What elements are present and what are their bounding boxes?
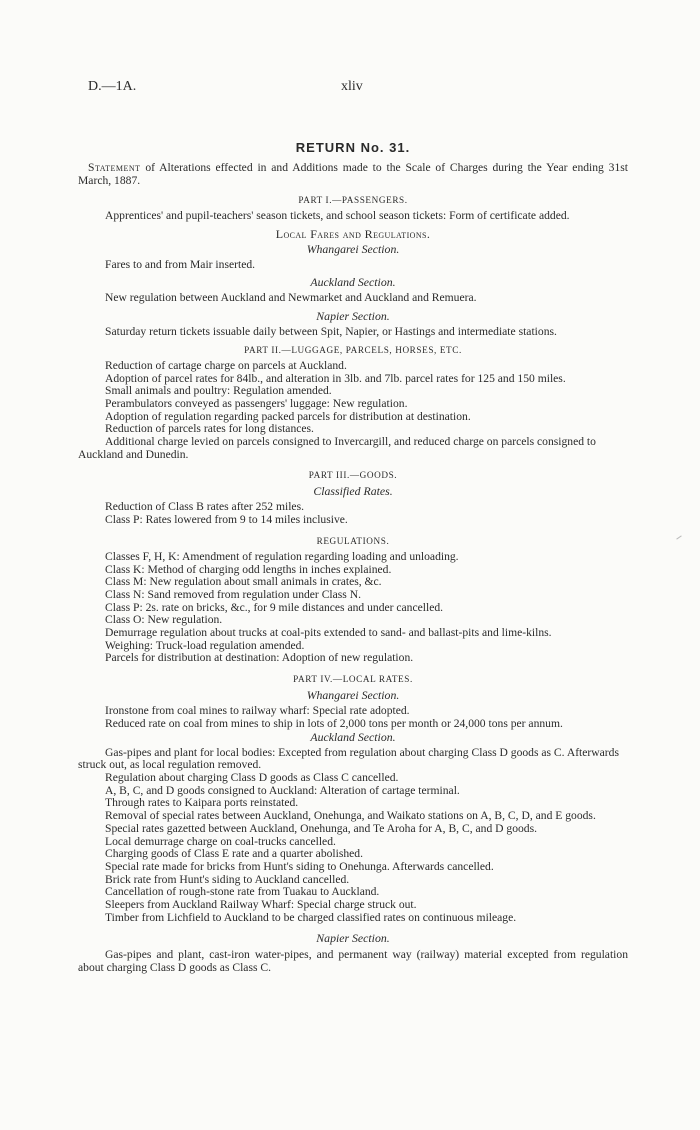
list-item: Gas-pipes and plant for local bodies: Excepted from regulation about charging Class D goods as C. Afterwards struck out, as local regulation removed. [78,745,619,772]
list-item: New regulation between Auckland and Newmarket and Auckland and Remuera. [105,291,477,305]
list-item: Class O: New regulation. [105,613,223,627]
list-item: Class K: Method of charging odd lengths in inches explained. [105,562,392,576]
section-heading-napier: Napier Section. [316,931,390,946]
page-number: xliv [341,79,363,94]
list-item: Fares to and from Mair inserted. [105,257,256,271]
list-item: Class M: New regulation about small animals in crates, &c. [105,575,382,589]
list-item: Weighing: Truck-load regulation amended. [105,638,305,652]
part-2-heading: PART II.—LUGGAGE, PARCELS, HORSES, ETC. [244,344,462,355]
list-item: Reduction of Class B rates after 252 miles. [105,500,304,514]
list-item: Gas-pipes and plant, cast-iron water-pipes, and permanent way (railway) material excepted from regulation about charging Class D goods as Class C. [78,948,628,975]
list-item: Adoption of parcel rates for 84lb., and alteration in 3lb. and 7lb. parcel rates for 125 and 150 miles. [105,371,566,385]
document-code: D.—1A. [88,79,137,94]
part-3-heading: PART III.—GOODS. [308,470,398,481]
list-item: Cancellation of rough-stone rate from Tuakau to Auckland. [105,885,380,899]
list-item: Regulation about charging Class D goods as Class C cancelled. [105,770,399,784]
list-item: Class P: 2s. rate on bricks, &c., for 9 mile distances and under cancelled. [105,600,444,614]
statement-text: of Alterations effected in and Additions made to the Scale of Charges during the Year ending 31st March, 1887. [78,161,628,187]
list-item: Reduction of cartage charge on parcels at Auckland. [105,358,347,372]
list-item: Small animals and poultry: Regulation amended. [105,384,332,398]
list-item: Classes F, H, K: Amendment of regulation regarding loading and unloading. [105,549,459,563]
section-heading-whangarei: Whangarei Section. [306,241,400,256]
part-4-heading: PART IV.—LOCAL RATES. [293,674,413,685]
list-item: Removal of special rates between Auckland, Onehunga, and Waikato stations on A, B, C, D, and E goods. [105,809,596,823]
list-item: Adoption of regulation regarding packed parcels for distribution at destination. [105,409,471,423]
list-item: Perambulators conveyed as passengers' luggage: New regulation. [105,396,408,410]
regulations-heading: REGULATIONS. [316,535,390,546]
list-item: Timber from Lichfield to Auckland to be charged classified rates on continuous mileage. [105,910,517,924]
list-item: Special rate made for bricks from Hunt's siding to Onehunga. Afterwards cancelled. [105,859,494,873]
local-fares-heading: Local Fares and Regulations. [275,226,431,241]
section-heading-whangarei: Whangarei Section. [306,688,400,703]
list-item: Apprentices' and pupil-teachers' season tickets, and school season tickets: Form of certificate added. [105,209,570,222]
list-item: Parcels for distribution at destination: Adoption of new regulation. [105,651,414,665]
list-item: Ironstone from coal mines to railway wharf: Special rate adopted. [105,704,410,718]
list-item: Class N: Sand removed from regulation under Class N. [105,587,361,601]
list-item: Through rates to Kaipara ports reinstated. [105,796,299,810]
document-page [78,0,628,1130]
list-item: Class P: Rates lowered from 9 to 14 miles inclusive. [105,513,348,527]
list-item: Reduction of parcels rates for long distances. [105,422,314,436]
list-item: Local demurrage charge on coal-trucks cancelled. [105,834,336,848]
part-1-heading: PART I.—PASSENGERS. [298,195,408,205]
section-heading-napier: Napier Section. [316,309,390,324]
list-item: Charging goods of Class E rate and a quarter abolished. [105,847,364,861]
list-item: Brick rate from Hunt's siding to Auckland cancelled. [105,872,350,886]
return-title: RETURN No. 31. [295,140,411,155]
list-item: Special rates gazetted between Auckland, Onehunga, and Te Aroha for A, B, C, and D goods. [105,821,538,835]
classified-rates-heading: Classified Rates. [313,484,393,499]
section-heading-auckland: Auckland Section. [310,275,396,290]
section-heading-auckland: Auckland Section. [310,729,396,744]
list-item: Additional charge levied on parcels consigned to Invercargill, and reduced charge on parcels consigned to Auckland and Dunedin. [78,435,596,461]
statement-paragraph [78,161,628,187]
list-item: Demurrage regulation about trucks at coal-pits extended to sand- and ballast-pits and lime-kilns. [105,626,552,640]
list-item: Reduced rate on coal from mines to ship in lots of 2,000 tons per month or 24,000 tons per annum. [105,716,563,730]
list-item: Sleepers from Auckland Railway Wharf: Special charge struck out. [105,898,417,912]
margin-mark [676,535,681,539]
statement-lead: Statement [88,161,141,174]
list-item: A, B, C, and D goods consigned to Auckland: Alteration of cartage terminal. [105,783,460,797]
list-item: Saturday return tickets issuable daily between Spit, Napier, or Hastings and intermediate stations. [105,325,557,339]
document-body [78,140,628,974]
